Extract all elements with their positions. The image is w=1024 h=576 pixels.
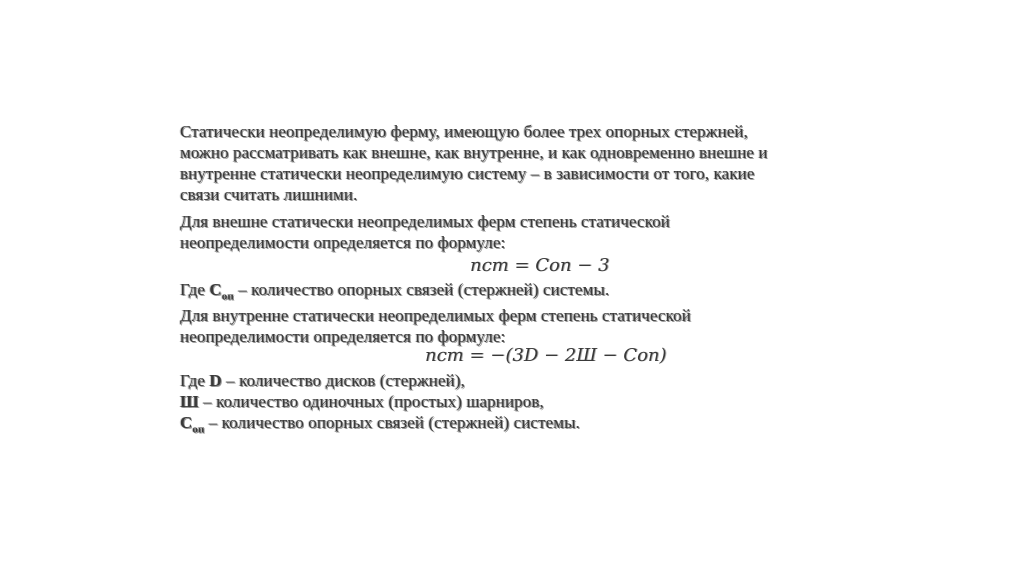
definition-external	[180, 279, 850, 307]
definition-symbol: C	[180, 413, 193, 432]
text-line: Для внешне статически неопределимых ферм степень статической	[180, 212, 671, 231]
text-line: неопределимости определяется по формуле:	[180, 233, 506, 252]
definition-prefix: Где	[180, 371, 210, 390]
paragraph-internal	[180, 305, 850, 347]
definition-symbol: C	[209, 280, 222, 299]
definition-text: – количество дисков (стержней),	[226, 371, 465, 390]
definition-text: – количество опорных связей (стержней) системы.	[208, 413, 580, 432]
paragraph-intro	[180, 121, 850, 205]
definition-subscript: оп	[192, 423, 205, 436]
formula-external: nст = Cоп − 3	[470, 255, 610, 276]
definition-text: – количество опорных связей (стержней) системы.	[238, 280, 610, 299]
text-line: неопределимости определяется по формуле:	[180, 327, 506, 346]
text-line: Для внутренне статически неопределимых ферм степень статической	[180, 306, 691, 325]
definition-prefix: Где	[180, 280, 210, 299]
definition-text: – количество одиночных (простых) шарниров,	[203, 392, 544, 411]
text-line: связи считать лишними.	[180, 185, 358, 204]
formula-internal: nст = −(3D − 2Ш − Cоп)	[425, 345, 667, 366]
definitions-internal	[180, 370, 850, 440]
paragraph-external	[180, 211, 850, 253]
definition-symbol: D	[209, 371, 222, 390]
text-line: внутренне статически неопределимую систему – в зависимости от того, какие	[180, 164, 755, 183]
definition-symbol: Ш	[180, 392, 199, 411]
text-line: можно рассматривать как внешне, как внутренне, и как одновременно внешне и	[180, 143, 768, 162]
definition-subscript: оп	[221, 290, 234, 303]
text-line: Статически неопределимую ферму, имеющую более трех опорных стержней,	[180, 122, 748, 141]
